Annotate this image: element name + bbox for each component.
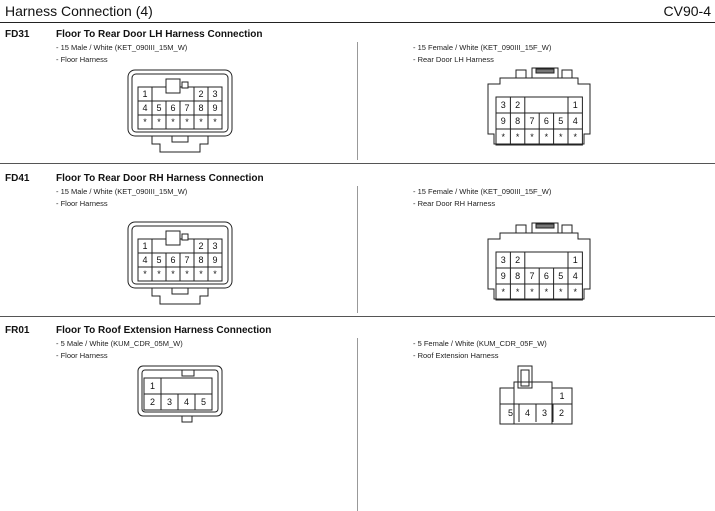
pin-blank-mark: *: [157, 269, 161, 279]
connector-latch-slot: [172, 136, 188, 142]
harness-name-left: - Floor Harness: [56, 55, 108, 64]
pin-label: 4: [572, 271, 578, 281]
pin-label: 3: [166, 397, 173, 407]
pin-label: 3: [212, 241, 218, 251]
pin-blank-mark: *: [515, 287, 520, 297]
pin-label: 7: [184, 255, 190, 265]
section-divider: [0, 316, 715, 317]
connector-spec-left: - 5 Male / White (KUM_CDR_05M_W): [56, 339, 183, 348]
pin-blank-mark: *: [559, 287, 563, 297]
pin-label: 1: [572, 100, 578, 110]
connector-lock-bar: [536, 69, 554, 73]
pin-label: 3: [500, 255, 506, 265]
pin-label: 2: [198, 89, 204, 99]
pin-blank-mark: *: [171, 117, 175, 127]
connector-housing: [138, 366, 222, 416]
pin-label: 3: [500, 100, 506, 110]
connector-male5-fr01: [138, 366, 222, 422]
pin-label: 5: [558, 271, 564, 281]
pin-label: 9: [212, 255, 218, 265]
pin-blank-mark: *: [501, 132, 505, 142]
harness-name-left: - Floor Harness: [56, 199, 108, 208]
pin-label: 5: [558, 116, 564, 126]
pin-label: 6: [543, 116, 549, 126]
pin-label: 6: [170, 255, 176, 265]
page-header: [0, 0, 715, 23]
connector-latch-slot: [172, 288, 188, 294]
connector-latch: [182, 416, 192, 422]
pin-label: 4: [183, 397, 190, 407]
pin-label: 1: [142, 89, 148, 99]
connector-code: FD41: [5, 173, 30, 184]
connector-key: [166, 231, 180, 245]
pin-label: 1: [559, 391, 565, 401]
pin-blank-mark: *: [530, 287, 534, 297]
pin-label: 4: [142, 255, 148, 265]
column-divider: [357, 338, 358, 511]
connector-latch-inner: [521, 370, 529, 386]
pin-label: 5: [156, 255, 162, 265]
page-code: CV90-4: [663, 3, 711, 19]
connector-female5-fr01: [500, 366, 574, 428]
connector-female15-fd31: [486, 68, 592, 152]
harness-name-right: - Roof Extension Harness: [413, 351, 499, 360]
pin-label: 5: [200, 397, 207, 407]
pin-label: 2: [515, 255, 521, 265]
pin-blank-mark: *: [573, 287, 577, 297]
pin-label: 5: [507, 408, 514, 418]
harness-name-right: - Rear Door RH Harness: [413, 199, 496, 208]
connector-male15-fd31: [128, 70, 232, 158]
pin-blank-mark: *: [213, 269, 217, 279]
pin-label: 9: [500, 271, 506, 281]
pin-label: 8: [515, 116, 521, 126]
pin-label: 9: [212, 103, 218, 113]
pin-label: 2: [558, 408, 565, 418]
pin-blank-mark: *: [544, 287, 549, 297]
pin-label: 3: [541, 408, 548, 418]
connector-male15-fd41: [128, 222, 232, 310]
pin-label: 2: [515, 100, 521, 110]
connector-key: [182, 370, 194, 376]
column-divider: [357, 186, 358, 313]
pin-blank-mark: *: [171, 269, 175, 279]
pin-label: 5: [156, 103, 162, 113]
connector-key: [166, 79, 180, 93]
pin-blank-mark: *: [559, 132, 563, 142]
pin-label: 2: [149, 397, 156, 407]
connector-spec-left: - 15 Male / White (KET_090III_15M_W): [56, 43, 188, 52]
pin-label: 3: [212, 89, 218, 99]
pin-label: 4: [572, 116, 578, 126]
connector-female15-fd41: [486, 223, 592, 307]
pin-label: 2: [198, 241, 204, 251]
section-title: Floor To Roof Extension Harness Connection: [56, 325, 272, 336]
pin-label: 6: [543, 271, 549, 281]
connector-code: FD31: [5, 29, 30, 40]
pin-label: 6: [170, 103, 176, 113]
pin-blank-mark: *: [185, 117, 189, 127]
harness-name-right: - Rear Door LH Harness: [413, 55, 494, 64]
pin-blank-mark: *: [199, 269, 203, 279]
pin-blank-mark: *: [515, 132, 520, 142]
pin-label: 8: [198, 255, 204, 265]
section-title: Floor To Rear Door RH Harness Connection: [56, 173, 264, 184]
pin-label: 7: [184, 103, 190, 113]
connector-latch: [152, 136, 208, 152]
pin-label: 1: [149, 381, 156, 391]
connector-lock-bar: [536, 224, 554, 228]
pin-blank-mark: *: [143, 117, 147, 127]
pin-label: 9: [500, 116, 506, 126]
pin-blank-mark: *: [185, 269, 189, 279]
connector-code: FR01: [5, 325, 30, 336]
pin-label: 4: [142, 103, 148, 113]
page-title: Harness Connection (4): [5, 3, 153, 19]
pin-label: 1: [572, 255, 578, 265]
connector-spec-right: - 15 Female / White (KET_090III_15F_W): [413, 43, 552, 52]
section-divider: [0, 163, 715, 164]
pin-blank-mark: *: [544, 132, 549, 142]
pin-blank-mark: *: [199, 117, 203, 127]
connector-latch: [518, 366, 532, 388]
connector-spec-right: - 15 Female / White (KET_090III_15F_W): [413, 187, 552, 196]
connector-spec-left: - 15 Male / White (KET_090III_15M_W): [56, 187, 188, 196]
pin-label: 1: [142, 241, 148, 251]
connector-latch: [152, 288, 208, 304]
connector-key-tab: [182, 82, 188, 88]
pin-blank-mark: *: [501, 287, 505, 297]
pin-blank-mark: *: [573, 132, 577, 142]
pin-label: 8: [198, 103, 204, 113]
harness-name-left: - Floor Harness: [56, 351, 108, 360]
connector-key-tab: [182, 234, 188, 240]
pin-label: 7: [529, 271, 535, 281]
pin-blank-mark: *: [157, 117, 161, 127]
pin-label: 4: [524, 408, 531, 418]
column-divider: [357, 42, 358, 160]
section-title: Floor To Rear Door LH Harness Connection: [56, 29, 263, 40]
connector-spec-right: - 5 Female / White (KUM_CDR_05F_W): [413, 339, 547, 348]
pin-blank-mark: *: [143, 269, 147, 279]
pin-blank-mark: *: [530, 132, 534, 142]
pin-label: 7: [529, 116, 535, 126]
pin-blank-mark: *: [213, 117, 217, 127]
pin-label: 8: [515, 271, 521, 281]
